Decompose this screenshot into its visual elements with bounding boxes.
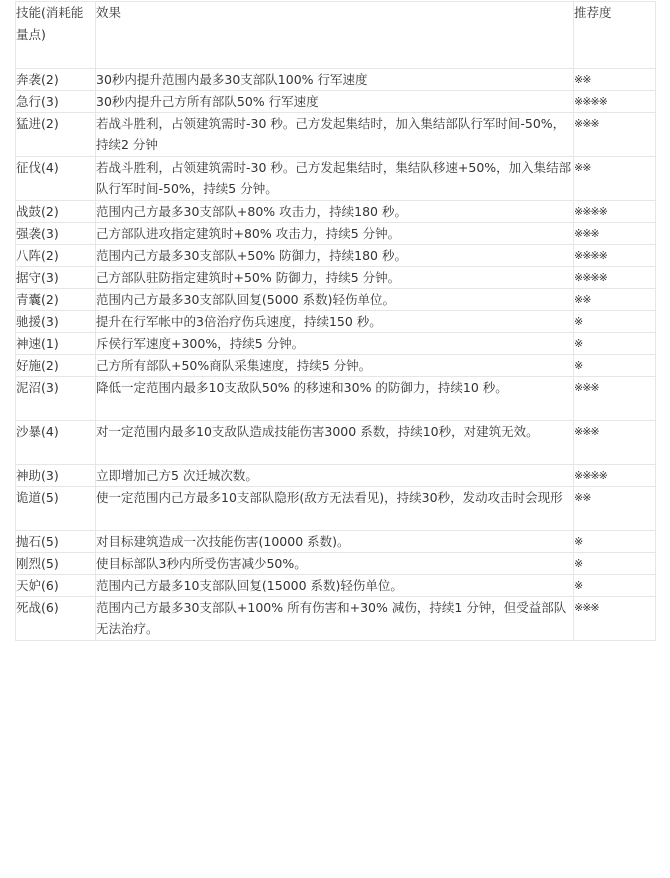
table-row — [16, 267, 656, 289]
skill-name: 强袭(3) — [16, 223, 96, 245]
skill-name: 征伐(4) — [16, 157, 96, 201]
skill-rating: ※ — [574, 333, 656, 355]
skill-rating: ※ — [574, 311, 656, 333]
skill-rating: ※ — [574, 575, 656, 597]
skill-effect: 己方部队进攻指定建筑时+80% 攻击力，持续5 分钟。 — [96, 223, 574, 245]
skill-effect: 己方所有部队+50%商队采集速度，持续5 分钟。 — [96, 355, 574, 377]
header-recommend: 推荐度 — [574, 2, 656, 69]
table-row — [16, 465, 656, 487]
skill-name: 猛进(2) — [16, 113, 96, 157]
skill-effect: 己方部队驻防指定建筑时+50% 防御力，持续5 分钟。 — [96, 267, 574, 289]
skill-name: 奔袭(2) — [16, 69, 96, 91]
skill-rating: ※※※ — [574, 597, 656, 641]
skill-name: 八阵(2) — [16, 245, 96, 267]
skill-rating: ※※※ — [574, 421, 656, 465]
table-row — [16, 201, 656, 223]
skill-rating: ※※ — [574, 69, 656, 91]
skill-effect: 使一定范围内己方最多10支部队隐形(敌方无法看见)，持续30秒，发动攻击时会现形 — [96, 487, 574, 531]
skill-name: 神速(1) — [16, 333, 96, 355]
table-row — [16, 377, 656, 421]
table-row — [16, 91, 656, 113]
skill-effect: 降低一定范围内最多10支敌队50% 的移速和30% 的防御力，持续10 秒。 — [96, 377, 574, 421]
table-row — [16, 113, 656, 157]
skill-rating: ※※※※ — [574, 267, 656, 289]
table-row — [16, 553, 656, 575]
skill-rating: ※※ — [574, 157, 656, 201]
table-row — [16, 157, 656, 201]
skill-rating: ※※※※ — [574, 91, 656, 113]
skill-name: 据守(3) — [16, 267, 96, 289]
skill-effect: 对目标建筑造成一次技能伤害(10000 系数)。 — [96, 531, 574, 553]
skill-effect: 若战斗胜利，占领建筑需时-30 秒。己方发起集结时，集结队移速+50%，加入集结部队行军时间-50%，持续5 分钟。 — [96, 157, 574, 201]
skill-effect: 对一定范围内最多10支敌队造成技能伤害3000 系数，持续10秒，对建筑无效。 — [96, 421, 574, 465]
header-effect: 效果 — [96, 2, 574, 69]
skill-rating: ※※※※ — [574, 465, 656, 487]
table-row — [16, 333, 656, 355]
table-row — [16, 245, 656, 267]
table-row — [16, 487, 656, 531]
skill-name: 刚烈(5) — [16, 553, 96, 575]
skill-name: 驰援(3) — [16, 311, 96, 333]
table-row — [16, 575, 656, 597]
skill-effect: 范围内己方最多30支部队+50% 防御力，持续180 秒。 — [96, 245, 574, 267]
skill-effect: 立即增加己方5 次迁城次数。 — [96, 465, 574, 487]
skill-effect: 使目标部队3秒内所受伤害减少50%。 — [96, 553, 574, 575]
skill-effect: 提升在行军帐中的3倍治疗伤兵速度，持续150 秒。 — [96, 311, 574, 333]
skill-rating: ※ — [574, 531, 656, 553]
skill-rating: ※ — [574, 553, 656, 575]
skill-name: 死战(6) — [16, 597, 96, 641]
skill-name: 战鼓(2) — [16, 201, 96, 223]
skill-effect: 范围内己方最多30支部队回复(5000 系数)轻伤单位。 — [96, 289, 574, 311]
table-row — [16, 355, 656, 377]
header-skill: 技能(消耗能量点) — [16, 2, 96, 69]
skill-name: 急行(3) — [16, 91, 96, 113]
skill-rating: ※※※ — [574, 113, 656, 157]
skill-effect: 范围内己方最多30支部队+100% 所有伤害和+30% 减伤，持续1 分钟，但受益部队无法治疗。 — [96, 597, 574, 641]
skill-rating: ※※※ — [574, 377, 656, 421]
table-row — [16, 289, 656, 311]
skill-name: 天妒(6) — [16, 575, 96, 597]
table-row — [16, 531, 656, 553]
skill-name: 诡道(5) — [16, 487, 96, 531]
skill-effect: 斥侯行军速度+300%，持续5 分钟。 — [96, 333, 574, 355]
skill-name: 抛石(5) — [16, 531, 96, 553]
skill-rating: ※※ — [574, 487, 656, 531]
skills-table — [15, 1, 656, 641]
skill-rating: ※※ — [574, 289, 656, 311]
skill-name: 泥沼(3) — [16, 377, 96, 421]
skill-rating: ※※※※ — [574, 201, 656, 223]
skill-effect: 若战斗胜利，占领建筑需时-30 秒。己方发起集结时，加入集结部队行军时间-50%，持续2 分钟 — [96, 113, 574, 157]
skill-name: 好施(2) — [16, 355, 96, 377]
table-row — [16, 311, 656, 333]
skill-effect: 30秒内提升己方所有部队50% 行军速度 — [96, 91, 574, 113]
skill-name: 青囊(2) — [16, 289, 96, 311]
table-row — [16, 223, 656, 245]
skill-rating: ※※※※ — [574, 245, 656, 267]
table-row — [16, 69, 656, 91]
skill-effect: 范围内己方最多10支部队回复(15000 系数)轻伤单位。 — [96, 575, 574, 597]
skill-effect: 范围内己方最多30支部队+80% 攻击力，持续180 秒。 — [96, 201, 574, 223]
table-header-row — [16, 2, 656, 69]
table-row — [16, 597, 656, 641]
table-row — [16, 421, 656, 465]
skill-effect: 30秒内提升范围内最多30支部队100% 行军速度 — [96, 69, 574, 91]
skill-rating: ※※※ — [574, 223, 656, 245]
skill-name: 神助(3) — [16, 465, 96, 487]
skill-rating: ※ — [574, 355, 656, 377]
skill-name: 沙暴(4) — [16, 421, 96, 465]
